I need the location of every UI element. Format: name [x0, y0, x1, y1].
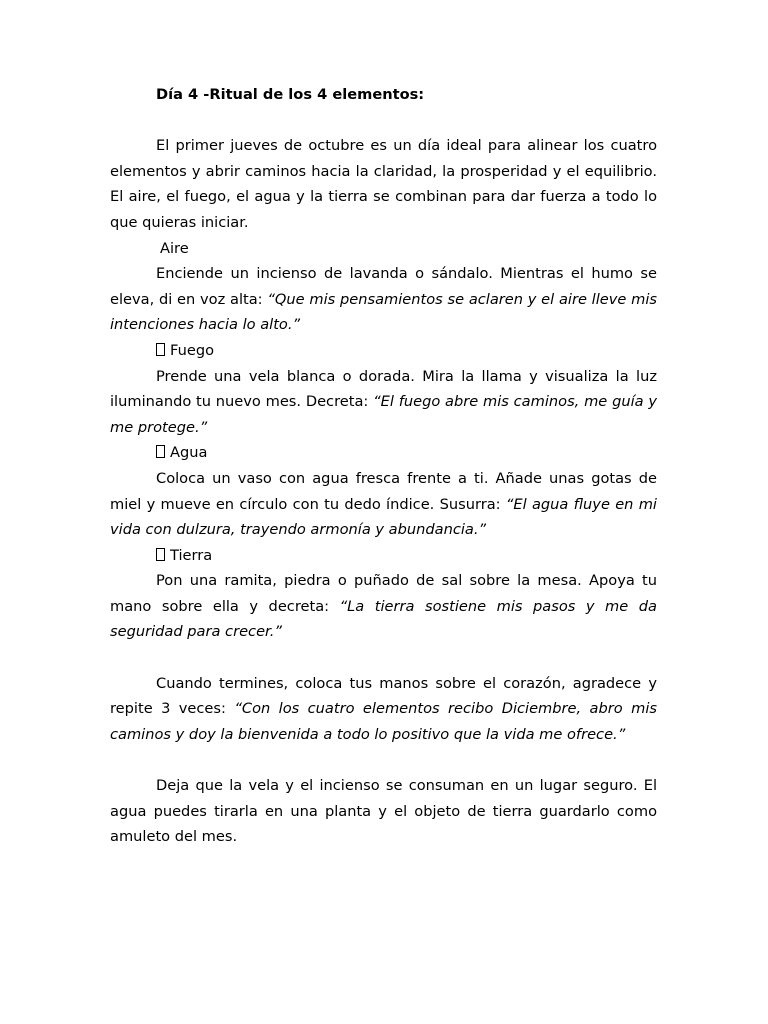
section-text: Prende una vela blanca o dorada. Mira la llama y visualiza la luz iluminando tu nuevo mes. Decreta:	[110, 367, 657, 411]
missing-glyph-icon	[156, 548, 165, 561]
section-quote: “El fuego abre mis caminos, me guía y me protege.”	[110, 393, 657, 436]
closing-quote: “Con los cuatro elementos recibo Diciembre, abro mis caminos y doy la bienvenida a todo lo positivo que la vida me ofrece.”	[110, 700, 657, 743]
blank-line	[110, 747, 657, 773]
section-text: Enciende un incienso de lavanda o sándalo. Mientras el humo se eleva, di en voz alta:	[110, 265, 657, 308]
closing-paragraph	[110, 671, 657, 748]
section-paragraph-tierra	[110, 568, 657, 645]
closing-text: Cuando termines, coloca tus manos sobre el corazón, agradece y repite 3 veces:	[110, 674, 657, 718]
document-title: Día 4 -Ritual de los 4 elementos:	[156, 86, 425, 103]
section-paragraph-fuego	[110, 364, 657, 441]
section-heading-label: Tierra	[170, 546, 213, 564]
final-paragraph: Deja que la vela y el incienso se consuman en un lugar seguro. El agua puedes tirarla en una planta y el objeto de tierra guardarlo como amuleto del mes.	[110, 777, 657, 846]
section-paragraph-aire	[110, 261, 657, 338]
document-page	[110, 82, 657, 850]
section-heading-tierra	[110, 543, 657, 569]
section-heading-aire	[110, 236, 657, 262]
section-quote: “Que mis pensamientos se aclaren y el aire lleve mis intenciones hacia lo alto.”	[110, 290, 657, 334]
section-heading-fuego	[110, 338, 657, 364]
blank-line	[110, 645, 657, 671]
section-paragraph-agua	[110, 466, 657, 543]
blank-line	[110, 108, 657, 134]
section-heading-agua	[110, 440, 657, 466]
section-heading-label: Aire	[160, 239, 189, 257]
section-heading-label: Fuego	[170, 341, 215, 359]
intro-paragraph: El primer jueves de octubre es un día ideal para alinear los cuatro elementos y abrir caminos hacia la claridad, la prosperidad y el equilibrio. El aire, el fuego, el agua y la tierra se combinan para dar fuerza a todo lo que quieras iniciar.	[110, 137, 657, 231]
section-quote: “La tierra sostiene mis pasos y me da seguridad para crecer.”	[110, 597, 657, 641]
section-text: Coloca un vaso con agua fresca frente a ti. Añade unas gotas de miel y mueve en círculo con tu dedo índice. Susurra:	[110, 469, 657, 513]
section-text: Pon una ramita, piedra o puñado de sal sobre la mesa. Apoya tu mano sobre ella y decreta:	[110, 572, 657, 615]
missing-glyph-icon	[156, 343, 165, 356]
section-quote: “El agua fluye en mi vida con dulzura, trayendo armonía y abundancia.”	[110, 495, 657, 539]
missing-glyph-icon	[156, 445, 165, 458]
section-heading-label: Agua	[170, 444, 208, 462]
